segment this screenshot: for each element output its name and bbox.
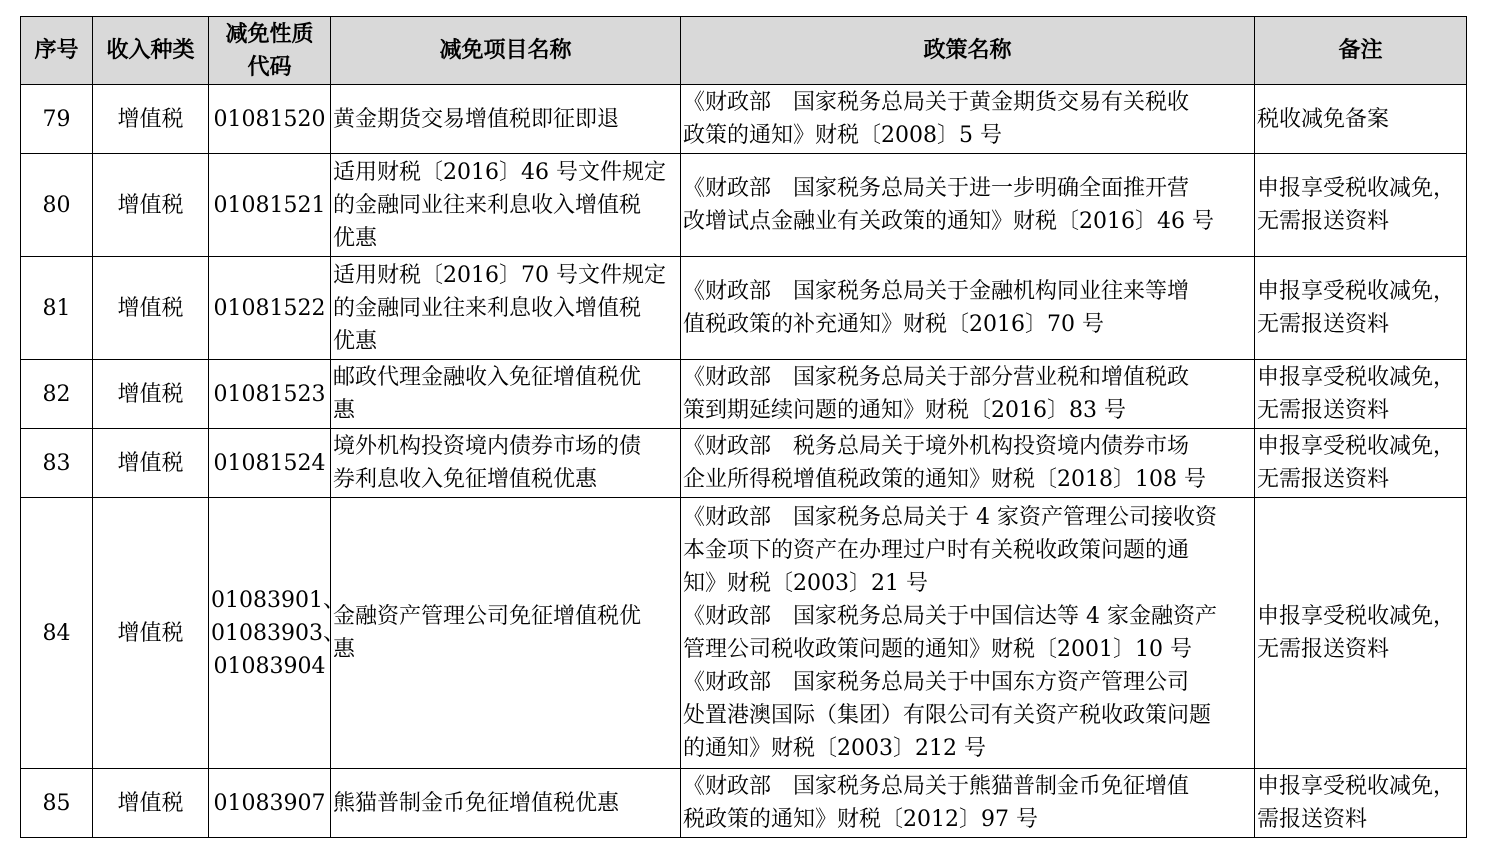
relief-code (209, 154, 331, 257)
header-row (21, 17, 1467, 85)
remark-line: 申报享受税收减免， (1257, 604, 1456, 629)
income-type: 增值税 (93, 257, 209, 360)
table-row (21, 498, 1467, 769)
relief-code (209, 498, 345, 769)
row-number: 80 (21, 154, 93, 257)
policy-name-line: 《财政部 国家税务总局关于进一步明确全面推开营 (683, 176, 1190, 201)
remark-line: 无需报送资料 (1257, 312, 1390, 337)
income-type: 增值税 (93, 85, 209, 154)
relief-code-line: 01081523 (213, 381, 326, 407)
relief-item-name (331, 85, 681, 154)
relief-item-name-line: 适用财税〔2016〕46 号文件规定 (333, 159, 666, 185)
relief-item-name (331, 257, 681, 360)
header-code-line: 代码 (247, 54, 292, 80)
policy-name-line: 政策的通知》财税〔2008〕5 号 (683, 123, 1002, 148)
relief-item-name-line: 的金融同业往来利息收入增值税 (333, 192, 642, 218)
row-number: 83 (21, 429, 93, 498)
relief-code-line: 01083903、 (211, 620, 345, 646)
remark-line: 申报享受税收减免， (1257, 434, 1456, 459)
relief-item-name (331, 769, 681, 838)
row-number: 85 (21, 769, 93, 838)
remark-line: 无需报送资料 (1257, 467, 1390, 492)
row-number: 81 (21, 257, 93, 360)
header-type: 收入种类 (93, 17, 209, 85)
relief-code (209, 85, 331, 154)
relief-code-line: 01083904 (213, 653, 326, 679)
table-row (21, 769, 1467, 838)
remark (1255, 257, 1467, 360)
policy-name-line: 税政策的通知》财税〔2012〕97 号 (683, 807, 1038, 832)
remark (1255, 429, 1467, 498)
relief-item-name-line: 惠 (333, 637, 356, 662)
policy-name-line: 企业所得税增值税政策的通知》财税〔2018〕108 号 (683, 467, 1206, 492)
policy-name (681, 360, 1255, 429)
relief-item-name-line: 优惠 (333, 225, 378, 251)
policy-name (681, 85, 1255, 154)
relief-item-name-line: 黄金期货交易增值税即征即退 (333, 106, 620, 132)
income-type: 增值税 (93, 360, 209, 429)
relief-item-name-line: 优惠 (333, 328, 378, 354)
remark-line: 无需报送资料 (1257, 398, 1390, 423)
relief-code (209, 769, 331, 838)
policy-name-line: 策到期延续问题的通知》财税〔2016〕83 号 (683, 398, 1126, 423)
relief-item-name (331, 429, 681, 498)
header-no: 序号 (21, 17, 93, 85)
row-number: 82 (21, 360, 93, 429)
row-number: 84 (21, 498, 93, 769)
remark-line: 税收减免备案 (1257, 106, 1390, 132)
relief-item-name (331, 360, 681, 429)
header-code (209, 17, 331, 85)
table-row (21, 85, 1467, 154)
policy-name-line: 《财政部 国家税务总局关于中国东方资产管理公司 (683, 670, 1190, 695)
table-row (21, 429, 1467, 498)
remark-line: 无需报送资料 (1257, 637, 1390, 662)
header-name: 减免项目名称 (331, 17, 681, 85)
relief-code (209, 360, 331, 429)
policy-name-line: 改增试点金融业有关政策的通知》财税〔2016〕46 号 (683, 209, 1214, 234)
remark-line: 申报享受税收减免， (1257, 774, 1456, 799)
header-note: 备注 (1255, 17, 1467, 85)
remark-line: 申报享受税收减免， (1257, 365, 1456, 390)
remark (1255, 360, 1467, 429)
policy-name-line: 知》财税〔2003〕21 号 (683, 571, 928, 596)
relief-code (209, 257, 331, 360)
relief-code-line: 01081520 (213, 106, 326, 132)
policy-name-line: 处置港澳国际（集团）有限公司有关资产税收政策问题 (683, 703, 1212, 728)
policy-name-line: 值税政策的补充通知》财税〔2016〕70 号 (683, 312, 1104, 337)
relief-code (209, 429, 331, 498)
policy-name (681, 498, 1255, 769)
header-code-line: 减免性质 (225, 21, 314, 47)
policy-name-line: 本金项下的资产在办理过户时有关税收政策问题的通 (683, 538, 1190, 563)
income-type: 增值税 (93, 154, 209, 257)
policy-name (681, 429, 1255, 498)
relief-code-line: 01081522 (213, 295, 326, 321)
policy-name (681, 769, 1255, 838)
relief-code-line: 01081524 (213, 450, 326, 476)
relief-item-name-line: 境外机构投资境内债券市场的债 (333, 434, 642, 459)
relief-item-name-line: 熊猫普制金币免征增值税优惠 (333, 790, 620, 816)
policy-name (681, 154, 1255, 257)
policy-name-line: 《财政部 国家税务总局关于部分营业税和增值税政 (683, 365, 1190, 390)
remark (1255, 498, 1467, 769)
row-number: 79 (21, 85, 93, 154)
income-type: 增值税 (93, 769, 209, 838)
header-policy: 政策名称 (681, 17, 1255, 85)
income-type: 增值税 (93, 429, 209, 498)
table-row (21, 154, 1467, 257)
policy-name-line: 的通知》财税〔2003〕212 号 (683, 736, 986, 761)
remark (1255, 85, 1467, 154)
remark-line: 申报享受税收减免， (1257, 176, 1456, 201)
policy-name-line: 《财政部 国家税务总局关于黄金期货交易有关税收 (683, 90, 1190, 115)
relief-item-name-line: 适用财税〔2016〕70 号文件规定 (333, 262, 666, 288)
relief-code-line: 01081521 (213, 192, 326, 218)
relief-item-name-line: 金融资产管理公司免征增值税优 (333, 604, 642, 629)
remark (1255, 769, 1467, 838)
relief-item-name-line: 的金融同业往来利息收入增值税 (333, 295, 642, 321)
table-row (21, 257, 1467, 360)
income-type: 增值税 (93, 498, 209, 769)
policy-name (681, 257, 1255, 360)
policy-name-line: 《财政部 国家税务总局关于 4 家资产管理公司接收资 (683, 505, 1217, 530)
relief-item-name (331, 154, 681, 257)
relief-item-name-line: 券利息收入免征增值税优惠 (333, 467, 598, 492)
policy-name-line: 《财政部 国家税务总局关于金融机构同业往来等增 (683, 279, 1190, 304)
relief-item-name-line: 惠 (333, 398, 356, 423)
relief-item-name (331, 498, 681, 769)
relief-code-line: 01083907 (213, 790, 326, 816)
policy-name-line: 《财政部 国家税务总局关于熊猫普制金币免征增值 (683, 774, 1190, 799)
remark-line: 需报送资料 (1257, 807, 1368, 832)
policy-name-line: 管理公司税收政策问题的通知》财税〔2001〕10 号 (683, 637, 1192, 662)
policy-name-line: 《财政部 国家税务总局关于中国信达等 4 家金融资产 (683, 604, 1217, 629)
remark-line: 申报享受税收减免， (1257, 279, 1456, 304)
remark-line: 无需报送资料 (1257, 209, 1390, 234)
policy-name-line: 《财政部 税务总局关于境外机构投资境内债券市场 (683, 434, 1190, 459)
relief-item-name-line: 邮政代理金融收入免征增值税优 (333, 365, 642, 390)
relief-code-line: 01083901、 (211, 587, 345, 613)
table-row (21, 360, 1467, 429)
remark (1255, 154, 1467, 257)
tax-relief-table (20, 16, 1467, 838)
